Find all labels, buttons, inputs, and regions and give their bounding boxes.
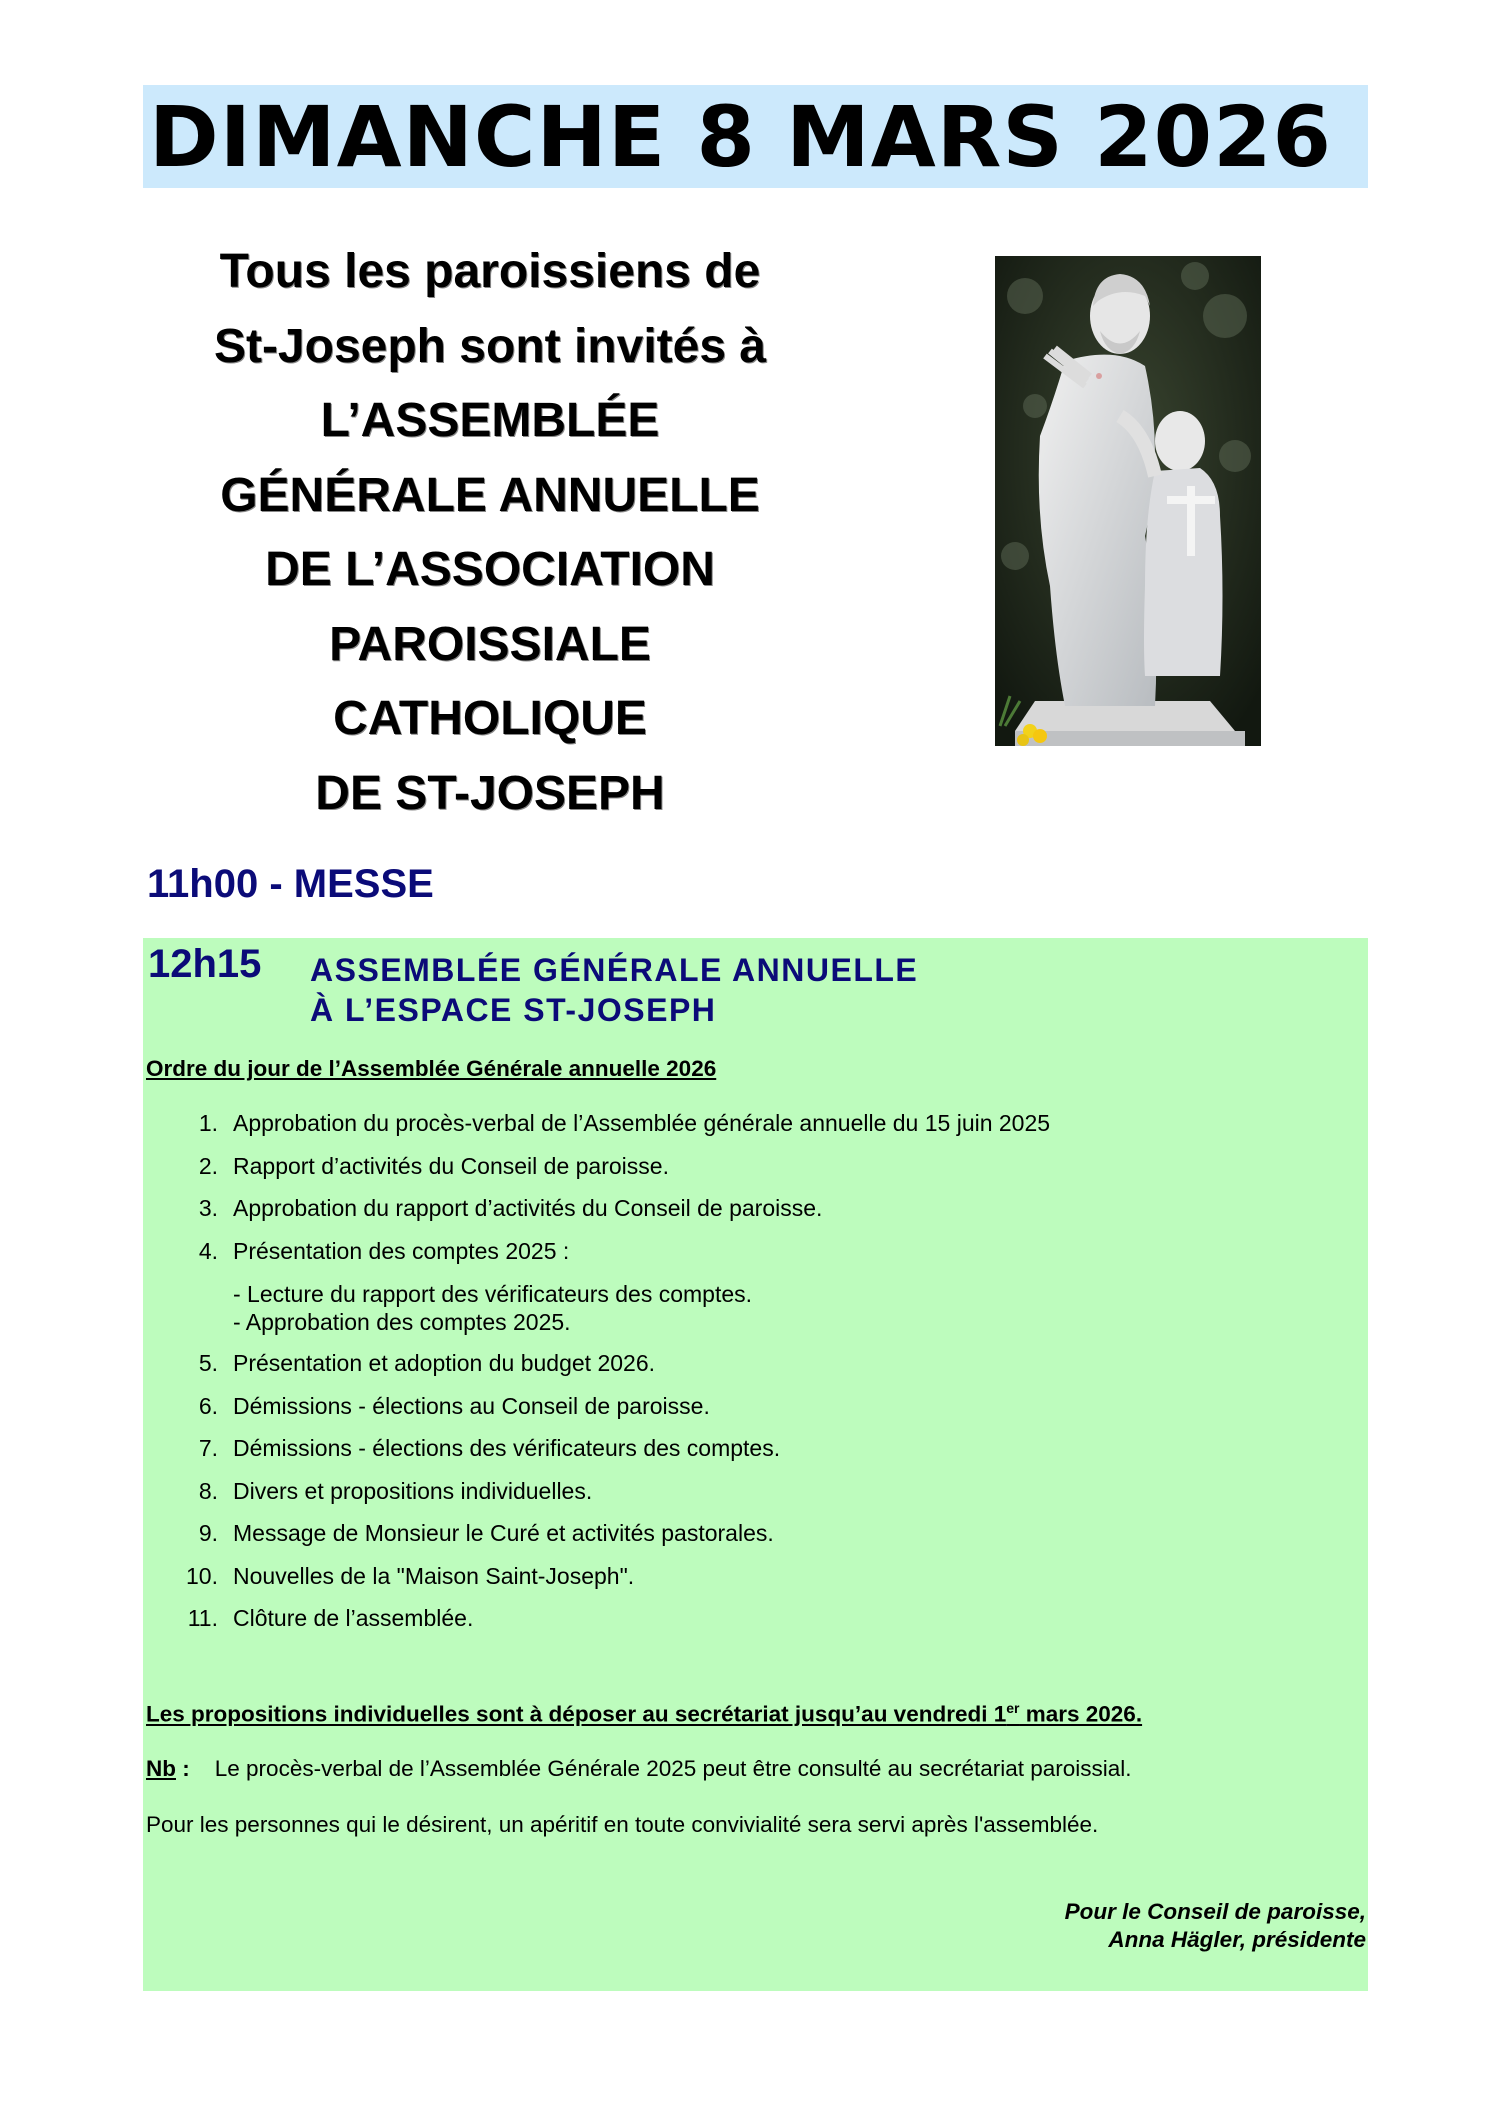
agenda-item-text: Approbation du rapport d’activités du Conseil de paroisse. [233, 1195, 823, 1221]
assembly-section [143, 938, 1368, 1991]
agenda-item-text: Nouvelles de la "Maison Saint-Joseph". [233, 1562, 635, 1589]
signature [1065, 1898, 1366, 1954]
agenda-item-number: 10. [186, 1562, 218, 1589]
nb-label: Nb [146, 1756, 176, 1781]
agenda-subitem: - Approbation des comptes 2025. [233, 1309, 571, 1335]
invitation-line: PAROISSIALE [329, 617, 651, 671]
deadline-date: mars 2026. [1019, 1701, 1143, 1727]
agenda-item [143, 1350, 1343, 1393]
agenda-item-number: 4. [198, 1237, 218, 1264]
deadline-text: Les propositions individuelles sont à déposer au secrétariat jusqu’au vendredi 1 [146, 1701, 1007, 1727]
agenda-item-text: Démissions - élections au Conseil de paroisse. [233, 1392, 710, 1419]
mass-time: 11h00 - MESSE [147, 862, 434, 906]
deadline-ordinal: er [1006, 1700, 1020, 1716]
agenda-item-number: 5. [198, 1350, 218, 1376]
invitation-line: St-Joseph sont invités à [213, 319, 767, 373]
invitation-line: Tous les paroissiens de [219, 245, 761, 298]
nb-colon: : [176, 1756, 190, 1781]
date-banner [143, 85, 1368, 188]
agenda-item-number: 8. [198, 1477, 218, 1504]
agenda-item-text: Présentation et adoption du budget 2026. [233, 1350, 656, 1376]
invitation-line: L’ASSEMBLÉE [320, 394, 660, 447]
agenda-item-text: Rapport d’activités du Conseil de paroisse. [233, 1152, 669, 1179]
signature-line1: Pour le Conseil de paroisse, [1064, 1899, 1366, 1924]
agenda-item-number: 1. [198, 1110, 218, 1136]
nb-text: Le procès-verbal de l’Assemblée Générale 2025 peut être consulté au secrétariat paroissial. [214, 1756, 1132, 1781]
agenda-item-text: Démissions - élections des vérificateurs des comptes. [233, 1435, 781, 1461]
agenda-item-text: Clôture de l’assemblée. [233, 1605, 474, 1631]
invitation-line: DE L’ASSOCIATION [265, 543, 715, 596]
agenda-item [143, 1238, 1343, 1281]
proposals-deadline [146, 1700, 1142, 1728]
agenda-item-number: 7. [198, 1435, 218, 1461]
aperitif-note: Pour les personnes qui le désirent, un apéritif en toute convivialité sera servi après l'assemblée. [146, 1812, 1099, 1837]
agenda-item-number: 11. [187, 1605, 218, 1631]
event-date-title: DIMANCHE 8 MARS 2026 [149, 88, 1332, 186]
agenda-subitems [143, 1280, 1343, 1350]
assembly-title-line1: ASSEMBLÉE GÉNÉRALE ANNUELLE [310, 952, 919, 988]
assembly-time: 12h15 [148, 942, 262, 986]
agenda-heading: Ordre du jour de l’Assemblée Générale annuelle 2026 [146, 1056, 717, 1081]
invitation-line: DE ST-JOSEPH [315, 766, 665, 820]
nb-note [146, 1756, 1132, 1782]
agenda-list [143, 1110, 1343, 1648]
agenda-item [143, 1605, 1343, 1648]
invitation-line: GÉNÉRALE ANNUELLE [220, 468, 760, 522]
signature-line2: Anna Hägler, présidente [1108, 1927, 1366, 1952]
agenda-item-number: 9. [198, 1520, 218, 1546]
invitation-line: CATHOLIQUE [333, 692, 647, 745]
agenda-item [143, 1563, 1343, 1606]
agenda-item-text: Divers et propositions individuelles. [233, 1477, 593, 1504]
agenda-item-text: Approbation du procès-verbal de l’Assemblée générale annuelle du 15 juin 2025 [233, 1110, 1051, 1136]
agenda-subitem: - Lecture du rapport des vérificateurs des comptes. [233, 1281, 753, 1307]
statue-image-icon [995, 256, 1261, 746]
agenda-item [143, 1435, 1343, 1478]
agenda-item [143, 1478, 1343, 1521]
st-joseph-statue-photo [995, 256, 1261, 746]
invitation-text [140, 235, 840, 831]
agenda-item [143, 1195, 1343, 1238]
agenda-item-number: 2. [198, 1152, 218, 1179]
agenda-item [143, 1393, 1343, 1436]
agenda-item-number: 3. [198, 1195, 218, 1221]
agenda-item-number: 6. [198, 1392, 218, 1419]
agenda-item-text: Présentation des comptes 2025 : [233, 1237, 570, 1264]
assembly-title-line2: À L’ESPACE ST-JOSEPH [310, 992, 717, 1028]
agenda-item [143, 1153, 1343, 1196]
agenda-item-text: Message de Monsieur le Curé et activités pastorales. [233, 1520, 774, 1546]
agenda-item [143, 1520, 1343, 1563]
agenda-item [143, 1110, 1343, 1153]
assembly-title [310, 950, 918, 1030]
